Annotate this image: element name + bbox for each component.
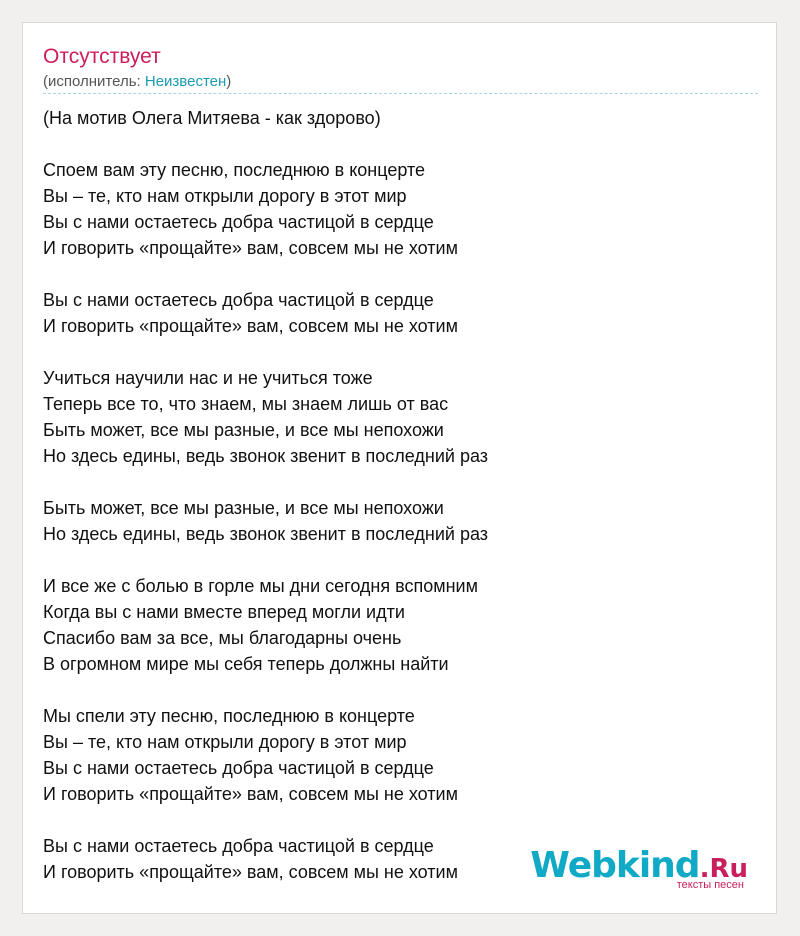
lyrics-line: Спасибо вам за все, мы благодарны очень (43, 628, 402, 648)
lyrics-card (22, 22, 777, 914)
artist-suffix: ) (226, 73, 232, 90)
lyrics-line: Теперь все то, что знаем, мы знаем лишь от вас (43, 394, 449, 414)
lyrics-stanza (43, 157, 758, 261)
lyrics-line: И говорить «прощайте» вам, совсем мы не хотим (43, 862, 458, 882)
lyrics-line: Быть может, все мы разные, и все мы непохожи (43, 420, 444, 440)
lyrics-line: Вы – те, кто нам открыли дорогу в этот мир (43, 732, 407, 752)
lyrics-intro: (На мотив Олега Митяева - как здорово) (43, 108, 381, 128)
webkind-logo (530, 845, 748, 891)
lyrics-line: Когда вы с нами вместе вперед могли идти (43, 602, 405, 622)
lyrics-line: И говорить «прощайте» вам, совсем мы не хотим (43, 784, 458, 804)
divider (43, 93, 758, 94)
lyrics-stanzas (43, 157, 758, 885)
artist-link[interactable]: Неизвестен (144, 73, 227, 90)
lyrics-line: Учиться научили нас и не учиться тоже (43, 368, 373, 388)
lyrics-stanza (43, 365, 758, 469)
logo-tld: .Ru (699, 854, 748, 884)
lyrics-stanza (43, 703, 758, 807)
lyrics-line: Споем вам эту песню, последнюю в концерте (43, 160, 426, 180)
artist-line (43, 72, 231, 92)
logo-tagline: тексты песен (676, 879, 744, 891)
lyrics-line: Мы спели эту песню, последнюю в концерте (43, 706, 415, 726)
lyrics-stanza (43, 573, 758, 677)
lyrics-line: И все же с болью в горле мы дни сегодня вспомним (43, 576, 478, 596)
lyrics-line: Быть может, все мы разные, и все мы непохожи (43, 498, 444, 518)
lyrics-line: И говорить «прощайте» вам, совсем мы не хотим (43, 316, 458, 336)
logo-main-text: Webkind (530, 845, 700, 886)
lyrics-line: В огромном мире мы себя теперь должны найти (43, 654, 449, 674)
lyrics-line: Вы с нами остаетесь добра частицой в сердце (43, 758, 434, 778)
lyrics-stanza (43, 495, 758, 547)
song-title: Отсутствует (43, 45, 161, 68)
artist-prefix: (исполнитель: (43, 73, 145, 90)
lyrics-line: Но здесь едины, ведь звонок звенит в последний раз (43, 524, 489, 544)
lyrics-line: Вы – те, кто нам открыли дорогу в этот мир (43, 186, 407, 206)
lyrics-line: Вы с нами остаетесь добра частицой в сердце (43, 212, 434, 232)
lyrics-line: Вы с нами остаетесь добра частицой в сердце (43, 290, 434, 310)
lyrics-line: Вы с нами остаетесь добра частицой в сердце (43, 836, 434, 856)
lyrics-line: И говорить «прощайте» вам, совсем мы не хотим (43, 238, 458, 258)
lyrics-stanza (43, 287, 758, 339)
lyrics-text (43, 105, 758, 885)
lyrics-line: Но здесь едины, ведь звонок звенит в последний раз (43, 446, 489, 466)
